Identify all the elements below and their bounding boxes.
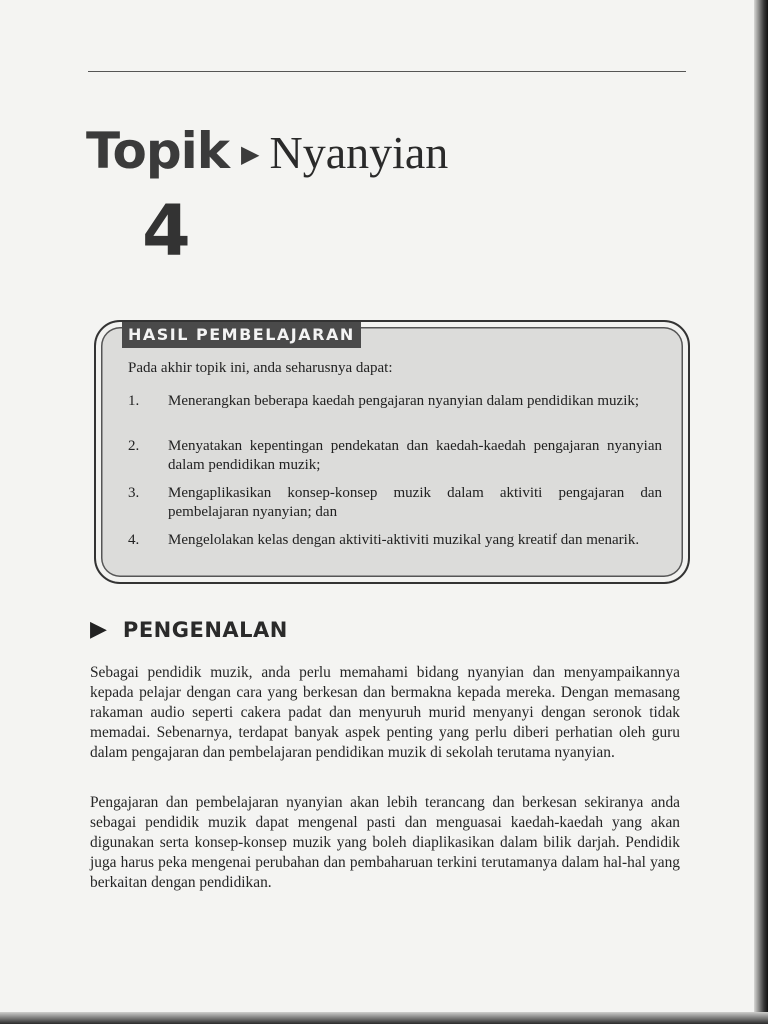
topic-title: Nyanyian [269,127,449,178]
topic-word: Topik [86,122,229,180]
scan-page-edge [754,0,768,1024]
learning-outcomes-header: HASIL PEMBELAJARAN [122,322,361,348]
triangle-right-icon: ▶ [241,140,260,168]
topic-number: 4 [142,190,191,272]
outcome-item-4 [128,531,662,550]
section-heading-label: PENGENALAN [122,617,288,642]
outcome-item-2 [128,437,662,475]
outcome-text: Mengelolakan kelas dengan aktiviti-aktiviti muzikal yang kreatif dan menarik. [168,532,640,548]
outcome-number: 3. [128,485,140,501]
outcome-text: Menyatakan kepentingan pendekatan dan kaedah-kaedah pengajaran nyanyian dalam pendidikan muzik; [168,438,662,473]
outcome-text: Menerangkan beberapa kaedah pengajaran nyanyian dalam pendidikan muzik; [168,393,640,409]
outcome-item-1 [128,392,662,411]
scan-bottom-edge [0,1012,768,1024]
intro-paragraph-2: Pengajaran dan pembelajaran nyanyian akan lebih terancang dan berkesan sekiranya anda sebagai pendidik muzik dapat mengenal pasti dan menguasai kaedah-kaedah yang akan digunakan serta konsep-konsep muzik yang boleh diaplikasikan dalam bilik darjah. Pendidik juga harus peka mengenai perubahan dan pembaharuan terkini terutamanya dalam hal-hal yang berkaitan dengan pendidikan. [90,794,680,891]
learning-outcomes-intro: Pada akhir topik ini, anda seharusnya dapat: [128,360,393,376]
outcome-item-3 [128,484,662,522]
outcome-text: Mengaplikasikan konsep-konsep muzik dalam aktiviti pengajaran dan pembelajaran nyanyian; dan [168,485,662,520]
triangle-right-icon: ▶ [90,617,107,642]
outcome-number: 1. [128,393,140,409]
outcome-number: 4. [128,532,140,548]
outcome-number: 2. [128,438,140,454]
section-heading [90,617,288,642]
intro-paragraph-1: Sebagai pendidik muzik, anda perlu memahami bidang nyanyian dan menyampaikannya kepada pelajar dengan cara yang berkesan dan bermakna kepada mereka. Dengan memasang rakaman audio seperti cakera padat dan menyuruh murid menyanyi dengan seronok tidak memadai. Sebenarnya, terdapat banyak aspek penting yang perlu diberi perhatian oleh guru dalam pengajaran dan pembelajaran pendidikan muzik di sekolah terutama nyanyian. [90,664,680,761]
topic-title-row [86,122,448,192]
header-rule [88,71,686,72]
